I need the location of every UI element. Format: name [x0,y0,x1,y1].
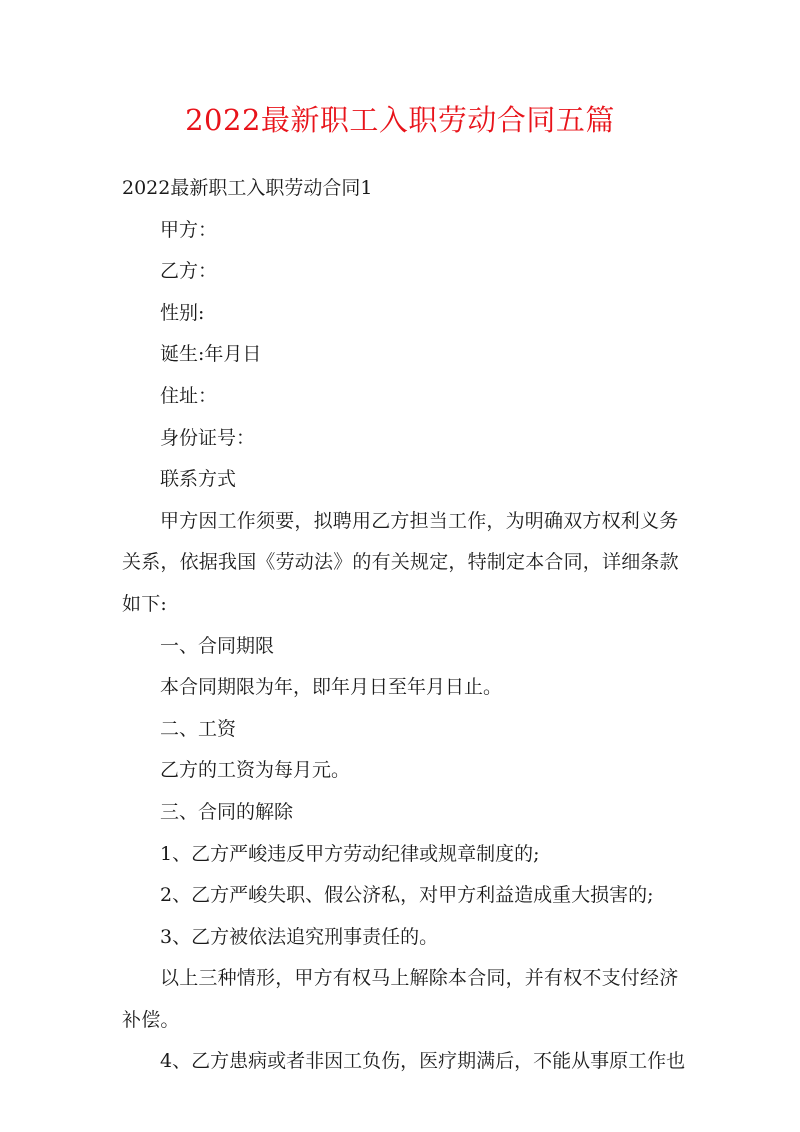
section-heading: 2022最新职工入职劳动合同1 [122,177,373,199]
intro-paragraph: 甲方因工作须要，拟聘用乙方担当工作，为明确双方权利义务关系，依据我国《劳动法》的有关规定，特制定本合同，详细条款如下: [122,509,679,615]
term-heading: 一、合同期限 [160,634,275,657]
salary-text: 乙方的工资为每月元。 [160,759,351,782]
termination-summary: 以上三种情形，甲方有权马上解除本合同，并有权不支付经济补偿。 [122,967,679,1031]
termination-item-1: 1、乙方严峻违反甲方劳动纪律或规章制度的; [160,842,540,865]
address-field: 住址： [160,384,218,407]
party-b-field: 乙方： [160,260,218,283]
term-text: 本合同期限为年，即年月日至年月日止。 [160,676,503,699]
termination-item-2: 2、乙方严峻失职、假公济私，对甲方利益造成重大损害的; [160,884,654,907]
document-body [122,168,686,1083]
salary-heading: 二、工资 [160,717,237,740]
party-a-field: 甲方： [160,218,218,241]
termination-item-4: 4、乙方患病或者非因工负伤，医疗期满后，不能从事原工作也 [160,1050,686,1073]
document-title: 2022最新职工入职劳动合同五篇 [185,103,615,137]
id-number-field: 身份证号： [160,426,256,449]
gender-field: 性别: [160,301,205,324]
termination-item-3: 3、乙方被依法追究刑事责任的。 [160,925,439,948]
birth-field: 诞生:年月日 [160,343,262,366]
termination-heading: 三、合同的解除 [160,800,294,823]
contact-field: 联系方式 [160,468,237,491]
